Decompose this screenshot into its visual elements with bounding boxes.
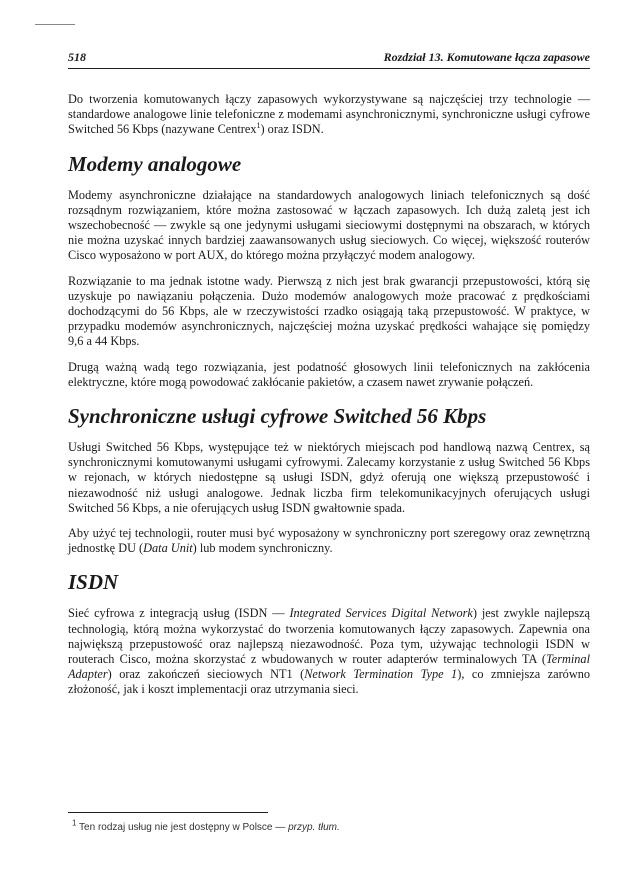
switched-p2-text: Aby użyć tej technologii, router musi być wyposażony w synchroniczny port szeregowy oraz zewnętrzną jednostkę DU (: [68, 526, 590, 556]
intro-paragraph: [68, 92, 590, 138]
intro-text: Do tworzenia komutowanych łączy zapasowych wykorzystywane są najczęściej trzy technologie — standardowe analogowe linie telefoniczne z modemami asynchronicznymi, synchroniczne usługi cyfrowe Switched 56 Kbps (nazywane Centrex: [68, 92, 590, 137]
footnote-marker: 1: [72, 818, 77, 828]
switched-paragraph-2: [68, 526, 590, 556]
modemy-paragraph-1: Modemy asynchroniczne działające na standardowych analogowych liniach telefonicznych są dość rozsądnym rozwiązaniem, które można zastosować w łączach zapasowych. Ich dużą zaletą jest ich wszechobecność — zwykle są one jedynymi usługami sieciowymi dostępnymi na obszarach, w których nie można uzyskać innych bardziej zaawansowanych usług sieciowych. Co więcej, większość routerów Cisco wyposażono w port AUX, do którego można przyłączyć modem analogowy.: [68, 187, 590, 263]
footnote-divider: [68, 812, 268, 813]
term-isdn: Integrated Services Digital Network: [289, 606, 473, 621]
scan-artifact: [35, 24, 75, 25]
section-title-isdn: ISDN: [68, 570, 119, 595]
term-terminal-adapter: Terminal Adapter: [68, 652, 590, 682]
footnote: [72, 818, 340, 833]
term-nt1: Network Termination Type 1: [304, 667, 458, 682]
switched-paragraph-1: Usługi Switched 56 Kbps, występujące też w niektórych miejscach pod handlową nazwą Centrex, są synchronicznymi komutowanymi usługami cyfrowymi. Zalecamy korzystanie z usług Switched 56 Kbps w rejonach, w których niedostępne są usługi ISDN, gdyż oferują one większą przepustowość i niezawodność niż usługi analogowe. Jednak liczba firm telekomunikacyjnych oferujących usługi Switched 56 Kbps, a nie oferujących usług ISDN gwałtownie spada.: [68, 440, 590, 515]
section-title-switched: Synchroniczne usługi cyfrowe Switched 56 Kbps: [68, 404, 487, 429]
modemy-paragraph-3: Drugą ważną wadą tego rozwiązania, jest podatność głosowych linii telefonicznych na zakłócenia elektryczne, które mogą powodować zakłócanie pakietów, a czasem nawet zrywanie połączeń.: [68, 359, 590, 389]
isdn-text-b: ) jest zwykle najlepszą technologią, którą można wykorzystać do tworzenia komutowanych łączy zapasowych. Zapewnia ona największą przepustowość oraz najlepszą niezawodność. Poza tym, używając technologii ISDN w routerach Cisco, można skorzystać z wbudowanych w router adapterów terminalowych TA (: [68, 606, 590, 667]
isdn-paragraph-1: [68, 606, 590, 697]
running-title: Rozdział 13. Komutowane łącza zapasowe: [383, 50, 590, 64]
footnote-translator-note: przyp. tłum.: [288, 822, 340, 833]
intro-text-end: ) oraz ISDN.: [260, 122, 324, 137]
page-number: 518: [68, 50, 86, 64]
isdn-text-a: Sieć cyfrowa z integracją usług (ISDN —: [68, 606, 290, 621]
isdn-text-d: ), co zmniejsza zarówno złożoność, jak i koszt implementacji oraz utrzymania sieci.: [68, 667, 590, 697]
isdn-text-c: ) oraz zakończeń sieciowych NT1 (: [107, 667, 305, 682]
footnote-ref: 1: [256, 121, 261, 131]
page-header: [68, 46, 590, 69]
switched-p2-text-end: ) lub modem synchroniczny.: [192, 541, 333, 556]
page-content: [68, 92, 590, 708]
term-data-unit: Data Unit: [143, 541, 193, 556]
modemy-paragraph-2: Rozwiązanie to ma jednak istotne wady. Pierwszą z nich jest brak gwarancji przepustowości, którą się uzyskuje po nawiązaniu połączenia. Dużo modemów analogowych może pracować z prędkościami dochodzącymi do 56 Kbps, ale w rzeczywistości rzadko osiągają taką przepustowość. W praktyce, w przypadku modemów asynchronicznych, najczęściej można uzyskać prędkości wahające się pomiędzy 9,6 a 44 Kbps.: [68, 273, 590, 349]
footnote-text: Ten rodzaj usług nie jest dostępny w Polsce —: [76, 822, 289, 833]
section-title-modemy: Modemy analogowe: [68, 151, 242, 176]
